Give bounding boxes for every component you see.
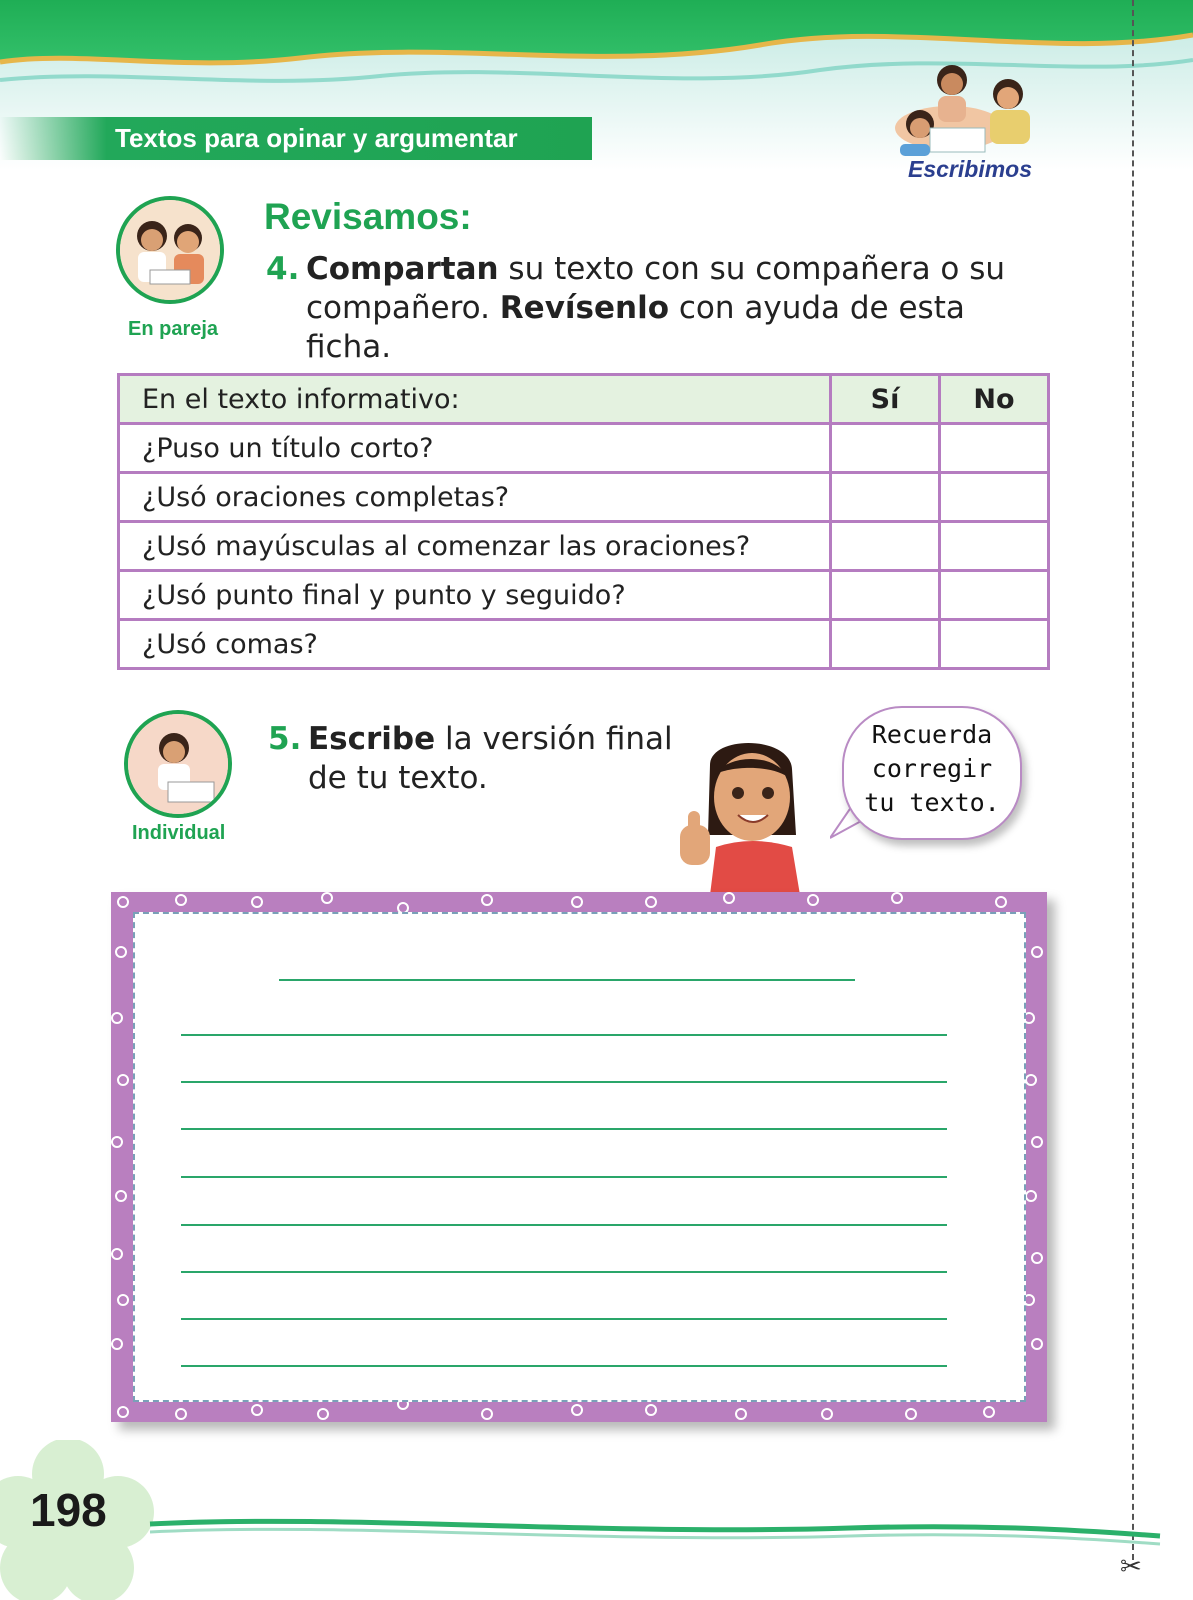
- writing-line[interactable]: [181, 1034, 947, 1036]
- yes-checkbox-cell[interactable]: [831, 620, 940, 669]
- page-number: 198: [30, 1484, 107, 1536]
- yes-checkbox-cell[interactable]: [831, 473, 940, 522]
- instruction-text: la versión final de tu texto.: [308, 721, 673, 796]
- review-heading: Revisamos:: [264, 196, 472, 237]
- title-line[interactable]: [279, 979, 855, 981]
- table-header-yes: Sí: [831, 375, 940, 424]
- criterion-cell: ¿Usó comas?: [119, 620, 831, 669]
- section-banner: [0, 117, 592, 160]
- yes-checkbox-cell[interactable]: [831, 571, 940, 620]
- individual-work-label: Individual: [132, 822, 226, 844]
- table-header-label: En el texto informativo:: [119, 375, 831, 424]
- writing-line[interactable]: [181, 1365, 947, 1367]
- no-checkbox-cell[interactable]: [940, 473, 1049, 522]
- writing-area[interactable]: [133, 912, 1026, 1402]
- table-row: [119, 424, 1049, 473]
- individual-work-icon: [124, 710, 232, 818]
- criterion-cell: ¿Puso un título corto?: [119, 424, 831, 473]
- table-header-no: No: [940, 375, 1049, 424]
- writing-line[interactable]: [181, 1271, 947, 1273]
- girl-thumbs-up-illustration: [680, 735, 830, 895]
- writing-line[interactable]: [181, 1081, 947, 1083]
- table-header-row: [119, 375, 1049, 424]
- instruction-verb: Escribe: [308, 721, 436, 757]
- activity-badge-label: Escribimos: [908, 156, 1032, 182]
- pair-work-label: En pareja: [128, 318, 219, 340]
- criterion-cell: ¿Usó punto final y punto y seguido?: [119, 571, 831, 620]
- criterion-cell: ¿Usó mayúsculas al comenzar las oraciones?: [119, 522, 831, 571]
- instruction-verb: Compartan: [306, 251, 499, 287]
- bubble-line: Recuerda: [871, 720, 993, 749]
- no-checkbox-cell[interactable]: [940, 571, 1049, 620]
- table-row: [119, 473, 1049, 522]
- yes-checkbox-cell[interactable]: [831, 424, 940, 473]
- instruction-4: [266, 250, 1036, 367]
- no-checkbox-cell[interactable]: [940, 522, 1049, 571]
- instruction-text: su texto con su compañera o su compañero.: [306, 251, 1006, 326]
- activity-badge: [890, 58, 1055, 188]
- footer-decoration: [0, 1440, 1193, 1600]
- no-checkbox-cell[interactable]: [940, 620, 1049, 669]
- children-writing-illustration: [890, 58, 1055, 168]
- table-row: [119, 522, 1049, 571]
- table-row: [119, 571, 1049, 620]
- review-checklist-table: [117, 373, 1050, 670]
- no-checkbox-cell[interactable]: [940, 424, 1049, 473]
- bubble-line: tu texto.: [864, 788, 1000, 817]
- yes-checkbox-cell[interactable]: [831, 522, 940, 571]
- instruction-number: 5.: [268, 721, 302, 757]
- criterion-cell: ¿Usó oraciones completas?: [119, 473, 831, 522]
- writing-line[interactable]: [181, 1128, 947, 1130]
- instruction-5: [268, 720, 708, 798]
- writing-line[interactable]: [181, 1224, 947, 1226]
- cut-line: [1132, 0, 1134, 1560]
- scissors-icon: ✂: [1120, 1552, 1142, 1582]
- table-row: [119, 620, 1049, 669]
- speech-bubble: [842, 706, 1022, 840]
- instruction-number: 4.: [266, 251, 300, 287]
- pair-work-icon: [116, 196, 224, 304]
- instruction-verb: Revísenlo: [499, 290, 669, 326]
- writing-line[interactable]: [181, 1176, 947, 1178]
- writing-line[interactable]: [181, 1318, 947, 1320]
- section-title: Textos para opinar y argumentar: [115, 123, 518, 153]
- instruction-text: con ayuda de esta ficha.: [306, 290, 965, 365]
- bubble-line: corregir: [871, 754, 993, 783]
